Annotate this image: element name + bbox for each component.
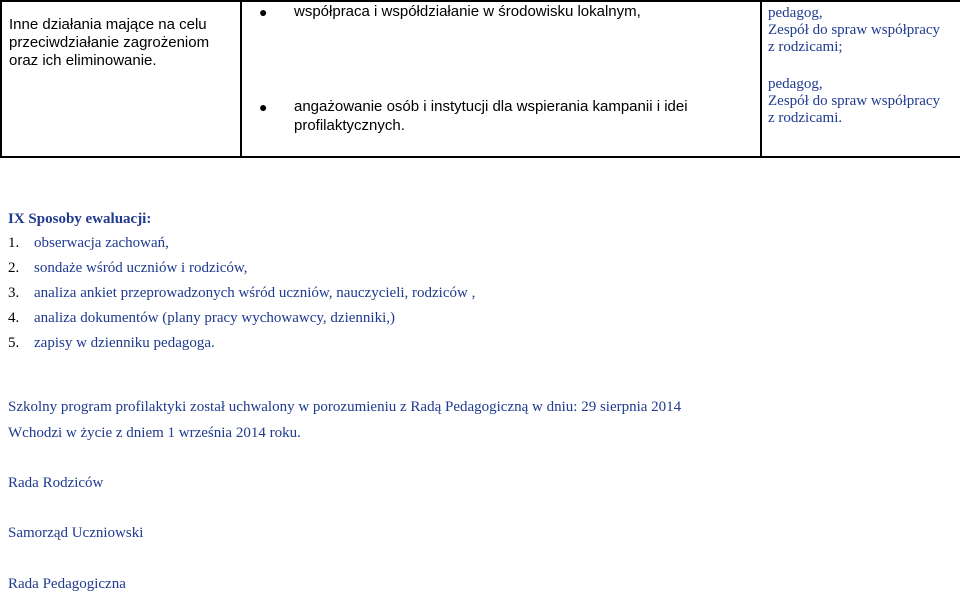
- item-number: 4.: [8, 310, 20, 326]
- activities-list: [242, 2, 760, 135]
- list-item: [8, 284, 475, 302]
- responsible-line: z rodzicami.: [768, 110, 843, 126]
- table-cell-goal: [1, 1, 241, 157]
- goal-text: Inne działania mające na celu przeciwdziałanie zagrożeniom oraz ich eliminowanie.: [9, 16, 210, 69]
- table-cell-responsible: [761, 1, 960, 157]
- item-number: 1.: [8, 235, 20, 251]
- table-cell-activities: [241, 1, 761, 157]
- responsible-group: [762, 5, 960, 56]
- section-heading: IX Sposoby ewaluacji:: [8, 211, 152, 227]
- responsible-line: Zespół do spraw współpracy: [768, 22, 941, 38]
- item-number: 3.: [8, 285, 20, 301]
- list-item: [8, 309, 475, 327]
- item-text: obserwacja zachowań,: [34, 235, 169, 251]
- item-number: 5.: [8, 335, 20, 351]
- signatory-student-council: Samorząd Uczniowski: [8, 525, 144, 541]
- activity-text: angażowanie osób i instytucji dla wspierania kampanii i idei profilaktycznych.: [294, 98, 688, 134]
- list-item: [242, 97, 760, 135]
- item-number: 2.: [8, 260, 20, 276]
- list-item: [8, 234, 475, 252]
- bullet-icon: ●: [259, 99, 268, 115]
- responsible-line: z rodzicami;: [768, 39, 843, 55]
- table-row: [1, 1, 960, 157]
- activities-table: [0, 0, 960, 158]
- responsible-line: pedagog,: [768, 5, 823, 21]
- list-item: [8, 259, 475, 277]
- signatory-parents-council: Rada Rodziców: [8, 475, 104, 491]
- activity-text: współpraca i współdziałanie w środowisku lokalnym,: [294, 3, 641, 20]
- responsible-line: Zespół do spraw współpracy: [768, 93, 941, 109]
- effective-date-statement: Wchodzi w życie z dniem 1 września 2014 roku.: [8, 425, 301, 441]
- adoption-statement: Szkolny program profilaktyki został uchwalony w porozumieniu z Radą Pedagogiczną w dniu: 29 sierpnia 2014: [8, 399, 682, 415]
- item-text: sondaże wśród uczniów i rodziców,: [34, 260, 248, 276]
- list-item: [242, 2, 760, 21]
- list-item: [8, 334, 475, 352]
- item-text: analiza ankiet przeprowadzonych wśród uczniów, nauczycieli, rodziców ,: [34, 285, 476, 301]
- signatory-teachers-council: Rada Pedagogiczna: [8, 576, 126, 592]
- item-text: analiza dokumentów (plany pracy wychowawcy, dzienniki,): [34, 310, 395, 326]
- evaluation-section: [8, 210, 475, 359]
- responsible-line: pedagog,: [768, 76, 823, 92]
- item-text: zapisy w dzienniku pedagoga.: [34, 335, 215, 351]
- responsible-group: [762, 76, 960, 127]
- evaluation-list: [8, 234, 475, 352]
- bullet-icon: ●: [259, 4, 268, 20]
